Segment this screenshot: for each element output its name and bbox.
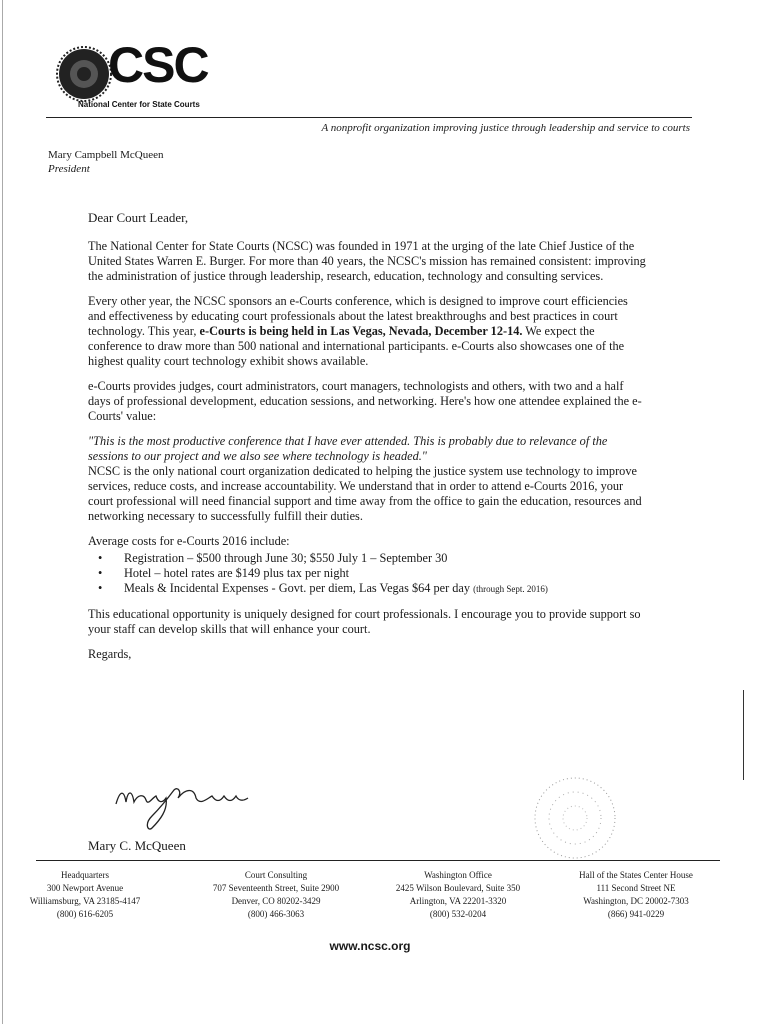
office-headquarters (10, 869, 160, 921)
closing: Regards, (88, 647, 132, 661)
sender-name: Mary Campbell McQueen (48, 149, 164, 161)
salutation: Dear Court Leader, (88, 210, 189, 225)
faint-stamp (490, 768, 690, 868)
paragraph-conference (88, 294, 648, 369)
office-name: Hall of the States Center House (579, 870, 693, 880)
office-city: Denver, CO 80202-3429 (231, 896, 321, 906)
office-street: 111 Second Street NE (596, 883, 676, 893)
office-street: 707 Seventeenth Street, Suite 2900 (212, 883, 340, 893)
list-item (110, 566, 648, 581)
office-phone: (800) 616-6205 (56, 909, 114, 919)
seal-stamp-icon (490, 768, 690, 868)
paragraph-history: The National Center for State Courts (NCSC) was founded in 1971 at the urging of the late Chief Justice of the United States Warren E. Burger. For more than 40 years, the NCSC's mission has remained consistent: improving the administration of justice through leadership, research, education, technology and consulting services. (88, 239, 646, 283)
footer-divider (36, 860, 720, 861)
office-phone: (800) 466-3063 (247, 909, 305, 919)
cost-registration: Registration – $500 through June 30; $550 July 1 – September 30 (124, 551, 448, 565)
office-city: Arlington, VA 22201-3320 (409, 896, 507, 906)
office-city: Washington, DC 20002-7303 (583, 896, 689, 906)
office-name: Washington Office (424, 870, 492, 880)
paragraph-encouragement: This educational opportunity is uniquely designed for court professionals. I encourage you to provide support so your staff can develop skills that will enhance your court. (88, 607, 641, 636)
office-street: 300 Newport Avenue (46, 883, 124, 893)
office-name: Court Consulting (244, 870, 308, 880)
cost-meals: Meals & Incidental Expenses - Govt. per diem, Las Vegas $64 per day (124, 581, 471, 595)
office-name: Headquarters (61, 870, 109, 880)
scan-edge-mark (743, 690, 744, 780)
signature (108, 776, 258, 836)
cost-hotel: Hotel – hotel rates are $149 plus tax per night (124, 566, 350, 580)
logo-wordmark: CSC (108, 37, 208, 93)
handwritten-signature-icon (108, 776, 258, 836)
conference-location-dates: e-Courts is being held in Las Vegas, Nevada, December 12-14. (199, 324, 523, 338)
list-item (110, 551, 648, 566)
list-item (110, 581, 648, 597)
ncsc-seal-icon (56, 44, 112, 104)
sender-title: President (48, 163, 90, 175)
paragraph-conference-end: We expect the conference to draw more than 500 national and international participants. e-Courts also showcases one of the highest quality court technology exhibit shows available. (88, 324, 625, 368)
office-phone: (866) 941-0229 (607, 909, 665, 919)
organization-tagline: A nonprofit organization improving justice through leadership and service to courts (321, 122, 690, 134)
scan-edge-line (2, 0, 3, 1024)
letter-body (88, 210, 648, 672)
paragraph-mission: NCSC is the only national court organization dedicated to helping the justice system use technology to improve services, reduce costs, and increase accountability. We understand that in order to attend e-Courts 2016, your court professional will need financial support and time away from the office to gain the education, resources and networking necessary to successfully fulfill their duties. (88, 464, 642, 523)
paragraph-audience: e-Courts provides judges, court administrators, court managers, technologists and others, with two and a half days of professional development, education sessions, and networking. Here's how one attendee explained the e-Courts' value: (88, 379, 642, 423)
attendee-quote: "This is the most productive conference that I have ever attended. This is probably due to relevance of the sessions to our project and we also see where technology is headed." (88, 434, 608, 463)
office-street: 2425 Wilson Boulevard, Suite 350 (395, 883, 521, 893)
website-link[interactable]: www.ncsc.org (329, 939, 411, 953)
costs-list (88, 551, 648, 597)
costs-intro: Average costs for e-Courts 2016 include: (88, 534, 290, 548)
office-phone: (800) 532-0204 (429, 909, 487, 919)
office-court-consulting (196, 869, 356, 921)
logo-subtext: National Center for State Courts (78, 100, 200, 109)
signer-name: Mary C. McQueen (88, 838, 186, 853)
ncsc-logo (56, 37, 256, 114)
office-washington (378, 869, 538, 921)
office-city: Williamsburg, VA 23185-4147 (29, 896, 141, 906)
office-center-house (556, 869, 716, 921)
cost-meals-note: (through Sept. 2016) (473, 584, 548, 594)
header-divider (46, 117, 692, 118)
paragraph-conference-start: Every other year, the NCSC sponsors an e-Courts conference, which is designed to improve court efficiencies and effectiveness by educating court professionals about the latest breakthroughs and best practices in court technology. This year, (88, 294, 628, 338)
